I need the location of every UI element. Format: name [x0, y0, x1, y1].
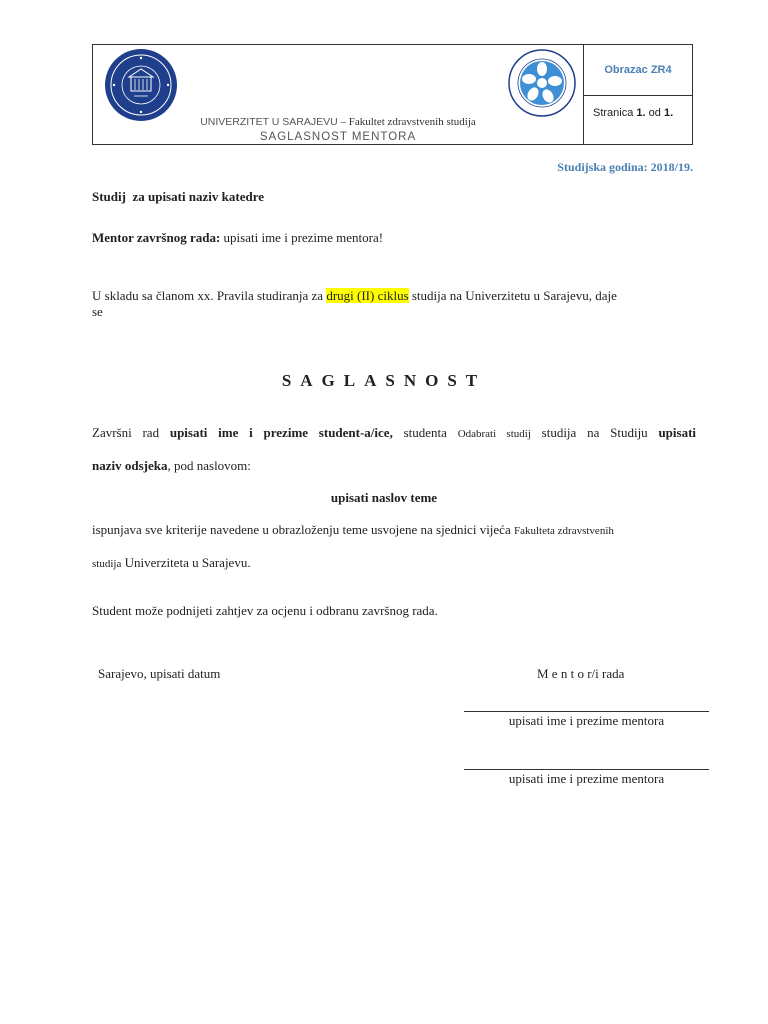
thesis-title: upisati naslov teme	[330, 490, 438, 505]
mentor-2-name: upisati ime i prezime mentora	[508, 771, 665, 786]
body1-student-name: upisati ime i prezime student-a/ice,	[169, 425, 393, 440]
header-dash: –	[337, 116, 349, 128]
document-title: SAGLASNOST MENTORA	[259, 131, 417, 143]
body1-f: upisati	[658, 425, 697, 440]
body-paragraph-3: Student može podnijeti zahtjev za ocjenu i odbranu završnog rada.	[92, 603, 438, 618]
mentor-heading: M e n t o r/i rada	[537, 666, 625, 681]
faculty-name: Fakultet zdravstvenih studija	[348, 116, 476, 128]
mentor-1-name: upisati ime i prezime mentora	[508, 713, 665, 728]
page-current: 1.	[636, 107, 646, 119]
document-header	[92, 44, 693, 145]
body1-h: , pod naslovom:	[167, 458, 251, 473]
university-name: UNIVERZITET U SARAJEVU	[200, 116, 338, 128]
body-paragraph-2-line-2	[92, 555, 251, 572]
study-line: Studij za upisati naziv katedre	[92, 189, 265, 204]
mentor-label: Mentor završnog rada:	[92, 230, 221, 245]
body1-study-select: Odabrati studij	[457, 428, 531, 440]
faculty-logo-icon	[507, 48, 577, 118]
place-date: Sarajevo, upisati datum	[98, 666, 221, 681]
body1-e: studija na Studiju	[530, 425, 659, 440]
university-seal-icon	[104, 48, 178, 122]
page-info-cell	[584, 96, 692, 144]
university-faculty-line	[93, 116, 583, 128]
intro-part2: studija na Univerzitetu u Sarajevu, daje	[408, 288, 617, 303]
signature-line-1	[464, 711, 709, 712]
study-year: Studijska godina: 2018/19.	[557, 160, 693, 174]
form-code: Obrazac ZR4	[604, 64, 672, 76]
body2-c: studija	[92, 558, 122, 570]
body2-b: Fakulteta zdravstvenih	[513, 525, 614, 537]
body-paragraph-1-line-2	[92, 458, 251, 474]
header-main-cell	[93, 45, 584, 144]
page-label: Stranica	[593, 107, 634, 119]
intro-highlight: drugi (II) ciklus	[326, 288, 409, 303]
body1-c: studenta	[392, 425, 458, 440]
body-paragraph-2-line-1	[92, 522, 696, 539]
intro-part3: se	[92, 304, 103, 319]
page-info	[593, 107, 673, 119]
body1-a: Završni rad	[92, 425, 170, 440]
body1-department: naziv odsjeka	[92, 458, 168, 473]
body-paragraph-1-line-1	[92, 425, 696, 442]
intro-paragraph	[92, 288, 696, 304]
page-of: od	[648, 107, 661, 119]
body2-a: ispunjava sve kriterije navedene u obrazloženju teme usvojene na sjednici vijeća	[92, 522, 514, 537]
signature-line-2	[464, 769, 709, 770]
mentor-value: upisati ime i prezime mentora!	[220, 230, 384, 245]
page-total: 1.	[663, 107, 674, 119]
form-code-cell	[584, 45, 692, 96]
mentor-line	[92, 230, 383, 246]
intro-part1: U skladu sa članom xx. Pravila studiranja za	[92, 288, 327, 303]
consent-title: SAGLASNOST	[281, 371, 487, 390]
body2-d: Univerziteta u Sarajevu.	[121, 555, 251, 570]
